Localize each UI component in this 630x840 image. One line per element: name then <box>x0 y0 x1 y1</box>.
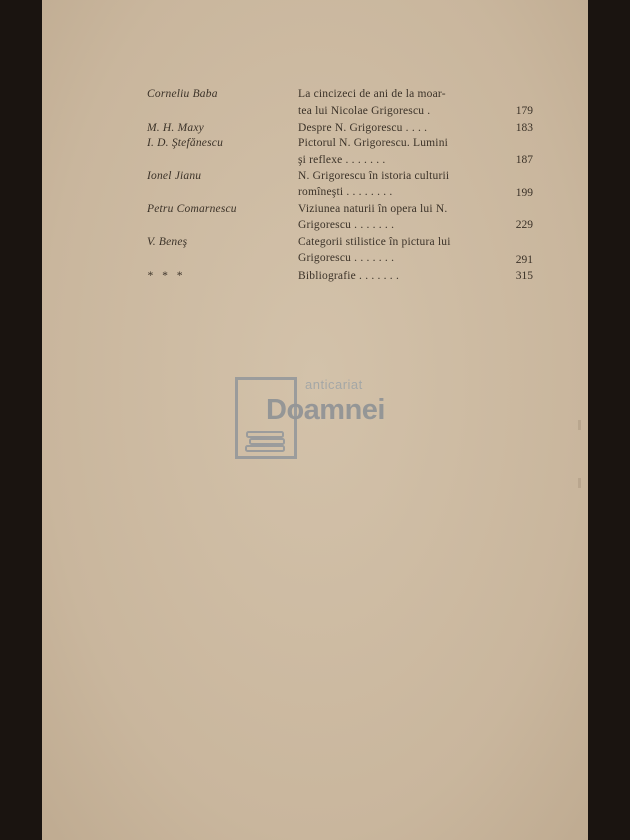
toc-page-number: 315 <box>515 270 533 282</box>
toc-title-line: Grigorescu . . . . . . . <box>298 252 395 264</box>
toc-title-line: romîneşti . . . . . . . . <box>298 186 393 198</box>
watermark-tagline: anticariat <box>305 377 363 392</box>
watermark-logo <box>235 377 435 461</box>
toc-title-line: şi reflexe . . . . . . . <box>298 154 386 166</box>
table-of-contents <box>42 0 588 400</box>
toc-author: * * * <box>147 270 185 282</box>
toc-author: M. H. Maxy <box>147 122 204 134</box>
toc-page-number: 291 <box>515 254 533 266</box>
toc-page-number: 179 <box>515 105 533 117</box>
toc-title-line: tea lui Nicolae Grigorescu . <box>298 105 431 117</box>
paper-mark <box>578 478 581 488</box>
toc-page-number: 199 <box>515 187 533 199</box>
toc-title-line: Categorii stilistice în pictura lui <box>298 236 451 248</box>
toc-page-number: 229 <box>515 219 533 231</box>
toc-title-line: Grigorescu . . . . . . . <box>298 219 395 231</box>
toc-author: V. Beneş <box>147 236 188 248</box>
watermark-name: Doamnei <box>266 394 385 426</box>
toc-title-line: Bibliografie . . . . . . . <box>298 270 400 282</box>
book-page <box>42 0 588 840</box>
toc-page-number: 187 <box>515 154 533 166</box>
toc-title-line: La cincizeci de ani de la moar- <box>298 88 446 100</box>
books-icon <box>245 429 289 453</box>
toc-author: I. D. Ştefănescu <box>147 137 224 149</box>
toc-title-line: Viziunea naturii în opera lui N. <box>298 203 448 215</box>
toc-author: Ionel Jianu <box>147 170 202 182</box>
toc-author: Corneliu Baba <box>147 88 218 100</box>
toc-title-line: N. Grigorescu în istoria culturii <box>298 170 450 182</box>
toc-page-number: 183 <box>515 122 533 134</box>
toc-author: Petru Comarnescu <box>147 203 237 215</box>
toc-title-line: Pictorul N. Grigorescu. Lumini <box>298 137 449 149</box>
toc-title-line: Despre N. Grigorescu . . . . <box>298 122 428 134</box>
paper-mark <box>578 420 581 430</box>
